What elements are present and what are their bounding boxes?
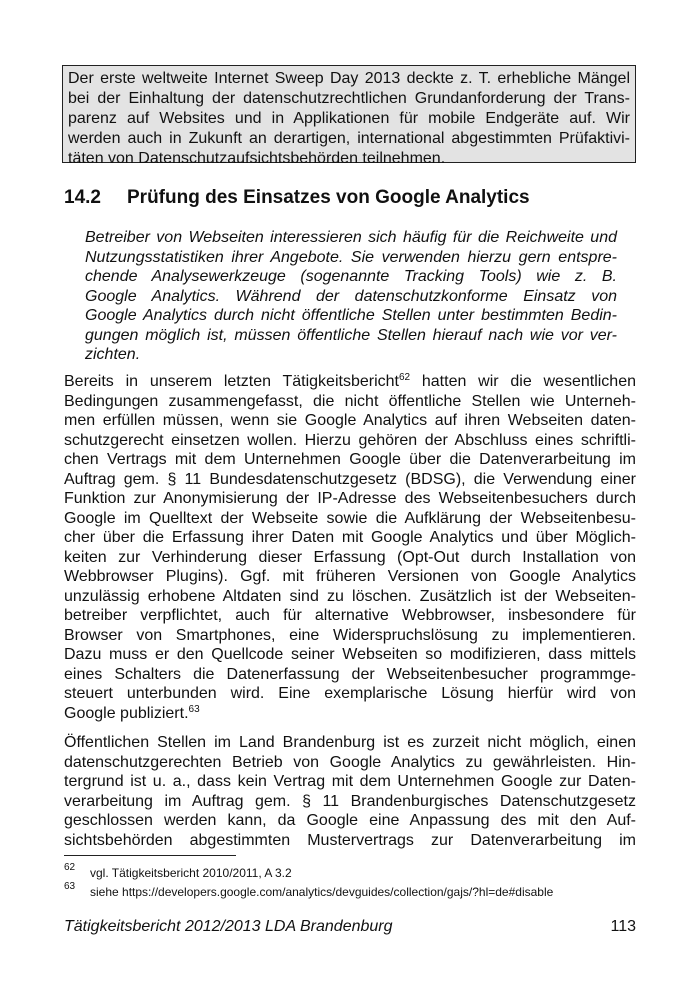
summary-line: täten von Datenschutzaufsichtsbehörden teilnehmen.	[68, 150, 446, 167]
abstract-line: chende Analysewerkzeuge (sogenannte Tracking Tools) wie z. B.	[85, 268, 617, 285]
footnote-text: vgl. Tätigkeitsbericht 2010/2011, A 3.2	[90, 866, 292, 880]
footnote-link[interactable]: siehe https://developers.google.com/analytics/devguides/collection/gajs/?hl=de#disable	[90, 885, 554, 899]
paragraph-line: men erfüllen müssen, wenn sie Google Analytics auf ihren Webseiten daten-	[64, 412, 636, 429]
abstract	[85, 228, 617, 365]
paragraph-line: Auftrag gem. § 11 Bundesdatenschutzgesetz (BDSG), die Verwendung einer	[64, 470, 636, 488]
abstract-line: Google Analytics durch nicht öffentliche Stellen unter bestimmten Bedin-	[85, 307, 617, 324]
abstract-line: Nutzungsstatistiken ihrer Angebote. Sie verwenden hierzu gern entspre-	[85, 248, 617, 266]
section-heading	[64, 187, 530, 209]
summary-line: parenz auf Websites und in Applikationen für mobile Endgeräte auf. Wir	[68, 110, 630, 127]
paragraph-line: cher über die Erfassung ihrer Daten mit Google Analytics und über Möglich-	[64, 529, 636, 546]
paragraph-line: schutzgerecht einsetzen wollen. Hierzu gehören der Abschluss eines schriftli-	[64, 431, 636, 449]
paragraph-line: keiten zur Verhinderung dieser Erfassung (Opt-Out durch Installation von	[64, 548, 636, 566]
abstract-line: Betreiber von Webseiten interessieren sich häufig für die Reichweite und	[85, 229, 617, 246]
body-paragraph-2	[64, 733, 636, 850]
paragraph-line: Browser von Smartphones, eine Widerspruchslösung zu implementieren.	[64, 626, 636, 644]
section-title: Prüfung des Einsatzes von Google Analytics	[127, 187, 530, 208]
abstract-line: zichten.	[85, 346, 141, 363]
abstract-line: Google Analytics. Während der datenschutzkonforme Einsatz von	[85, 287, 617, 305]
section-number: 14.2	[64, 187, 101, 208]
paragraph-line: geschlossen werden kann, da Google eine Anpassung des mit den Auf-	[64, 812, 636, 829]
paragraph-line: Funktion zur Anonymisierung der IP-Adresse des Webseitenbesuchers durch	[64, 490, 636, 507]
footer-title: Tätigkeitsbericht 2012/2013 LDA Brandenburg	[64, 918, 393, 935]
paragraph-line: Öffentlichen Stellen im Land Brandenburg ist es zurzeit nicht möglich, einen	[64, 734, 636, 751]
footnote-ref-62[interactable]: 62	[398, 372, 411, 383]
summary-line: Der erste weltweite Internet Sweep Day 2013 deckte z. T. erhebliche Mängel	[68, 70, 630, 87]
footnote-ref-63[interactable]: 63	[188, 703, 200, 715]
paragraph-line: Dazu muss er den Quellcode seiner Webseiten so modifizieren, dass mittels	[64, 646, 636, 663]
footnote-mark: 63	[64, 881, 76, 892]
body-paragraph-1	[64, 372, 636, 723]
abstract-line: gungen möglich ist, müssen öffentliche Stellen hierauf nach wie vor ver-	[85, 326, 617, 344]
summary-line: werden auch in Zukunft an derartigen, international abgestimmten Prüfaktivi-	[68, 130, 630, 147]
paragraph-line: Google publiziert.$^{63}$	[64, 703, 200, 722]
page-number: 113	[610, 918, 636, 935]
summary-line: bei der Einhaltung der datenschutzrechtlichen Grundanforderung der Trans-	[68, 90, 630, 107]
paragraph-line: unzulässig erhobene Altdaten sind zu löschen. Zusätzlich ist der Webseiten-	[64, 587, 636, 605]
paragraph-line: Bedingungen zusammengefasst, die nicht öffentliche Stellen wie Unterneh-	[64, 392, 636, 410]
paragraph-line: tergrund ist u. a., dass kein Vertrag mit dem Unternehmen Google zur Daten-	[64, 773, 636, 790]
summary-box	[62, 65, 636, 167]
paragraph-line: datenschutzgerechten Betrieb von Google Analytics zu gewährleisten. Hin-	[64, 753, 636, 771]
footnote-mark: 62	[64, 862, 76, 873]
paragraph-line: chen Vertrags mit dem Unternehmen Google über die Datenverarbeitung im	[64, 451, 636, 468]
paragraph-line: betreiber verpflichtet, auch für alternative Webbrowser, insbesondere für	[64, 607, 636, 624]
paragraph-line: Google im Quelltext der Webseite sowie die Aufklärung der Webseitenbesu-	[64, 509, 636, 527]
paragraph-line: eines Schalters die Datenerfassung der Webseitenbesucher programmge-	[64, 665, 636, 683]
paragraph-line: steuert unterbunden wird. Eine exemplarische Lösung hierfür wird von	[64, 685, 636, 702]
paragraph-line: Webbrowser Plugins). Ggf. mit früheren Versionen von Google Analytics	[64, 568, 636, 585]
footnote-separator	[64, 855, 236, 856]
paragraph-line: sichtsbehörden abgestimmten Mustervertrags zur Datenverarbeitung im	[64, 831, 636, 849]
paragraph-line: verarbeitung im Auftrag gem. § 11 Brandenburgisches Datenschutzgesetz	[64, 792, 636, 810]
paragraph-line: Bereits in unserem letzten Tätigkeitsbericht$^{62}$ hatten wir die wesentlichen	[64, 372, 636, 390]
